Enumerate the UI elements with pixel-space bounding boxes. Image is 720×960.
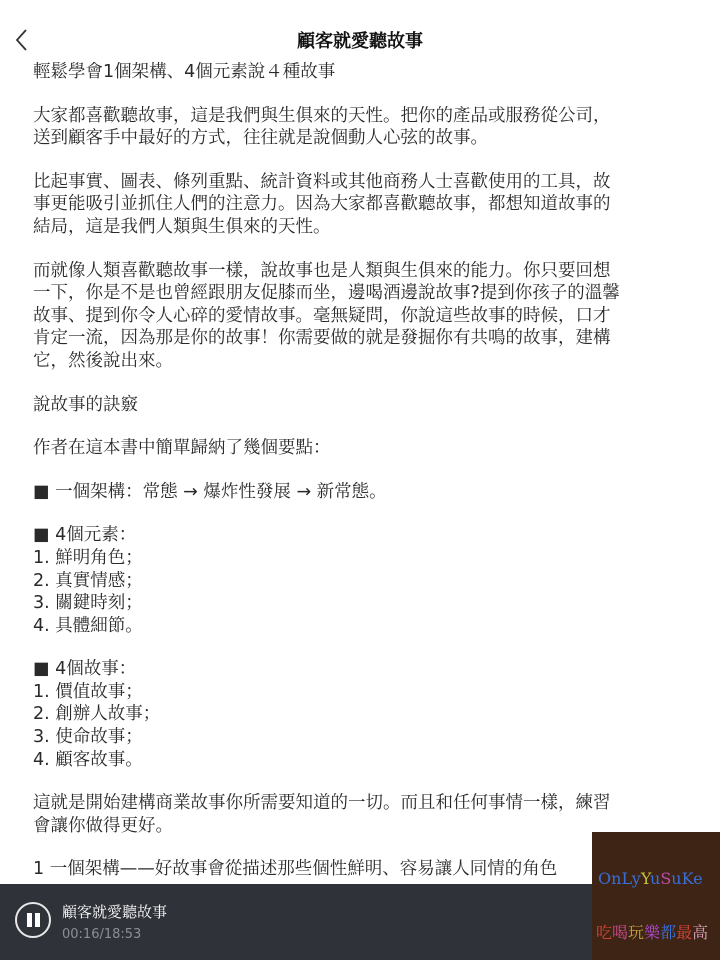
text-line: 一下，你是不是也曾經跟朋友促膝而坐，邊喝酒邊說故事?提到你孩子的溫馨 [33, 283, 620, 304]
text-line: 1 一個架構——好故事會從描述那些個性鮮明、容易讓人同情的角色 [33, 859, 558, 880]
text-line: 2. 創辦人故事； [33, 704, 161, 725]
text-line: 3. 使命故事； [33, 727, 143, 748]
page-title: 顧客就愛聽故事 [297, 31, 423, 52]
paragraph [33, 171, 703, 239]
paragraph [33, 658, 703, 771]
article-text [33, 61, 703, 902]
text-line: ■ 一個架構：常態 → 爆炸性發展 → 新常態。 [33, 481, 387, 502]
text-line: 故事、提到你令人心碎的愛情故事。毫無疑問，你說這些故事的時候，口才 [33, 305, 611, 326]
text-line: 結局，這是我們人類與生俱來的天性。 [33, 216, 331, 237]
watermark-line2: 吃喝玩樂都最高 [596, 923, 709, 942]
watermark-line1: OnLyYuSuKe [598, 869, 703, 888]
paragraph [33, 61, 703, 84]
text-line: 這就是開始建構商業故事你所需要知道的一切。而且和任何事情一樣，練習 [33, 793, 611, 814]
text-line: 它，然後說出來。 [33, 350, 173, 371]
paragraph [33, 394, 703, 417]
header [0, 0, 720, 58]
text-line: 而就像人類喜歡聽故事一樣，說故事也是人類與生俱來的能力。你只要回想 [33, 260, 611, 281]
text-line: 3. 關鍵時刻； [33, 593, 143, 614]
paragraph [33, 260, 703, 373]
text-line: 會讓你做得更好。 [33, 815, 173, 836]
player-time: 00:16/18:53 [62, 927, 142, 942]
text-line: 送到顧客手中最好的方式，往往就是說個動人心弦的故事。 [33, 128, 488, 149]
text-line: 4. 顧客故事。 [33, 749, 143, 770]
text-line: 作者在這本書中簡單歸納了幾個要點： [33, 438, 331, 459]
text-line: 比起事實、圖表、條列重點、統計資料或其他商務人士喜歡使用的工具，故 [33, 171, 611, 192]
pause-button[interactable] [15, 902, 51, 938]
watermark [592, 832, 720, 960]
paragraph [33, 437, 703, 460]
text-line: 1. 價值故事； [33, 681, 143, 702]
text-line: ■ 4個故事： [33, 659, 137, 680]
text-line: 2. 真實情感； [33, 570, 143, 591]
paragraph [33, 524, 703, 637]
paragraph [33, 792, 703, 837]
paragraph [33, 105, 703, 150]
text-line: 4. 具體細節。 [33, 615, 143, 636]
paragraph [33, 481, 703, 504]
text-line: 事更能吸引並抓住人們的注意力。因為大家都喜歡聽故事，都想知道故事的 [33, 194, 611, 215]
player-title: 顧客就愛聽故事 [62, 903, 168, 921]
text-line: 輕鬆學會1個架構、4個元素說４種故事 [33, 62, 336, 82]
text-line: 1. 鮮明角色； [33, 547, 143, 568]
text-line: 大家都喜歡聽故事，這是我們與生俱來的天性。把你的產品或服務從公司， [33, 105, 611, 126]
text-line: 肯定一流，因為那是你的故事！你需要做的就是發掘你有共鳴的故事，建構 [33, 328, 611, 349]
text-line: ■ 4個元素： [33, 525, 137, 546]
text-line: 說故事的訣竅 [33, 394, 138, 415]
